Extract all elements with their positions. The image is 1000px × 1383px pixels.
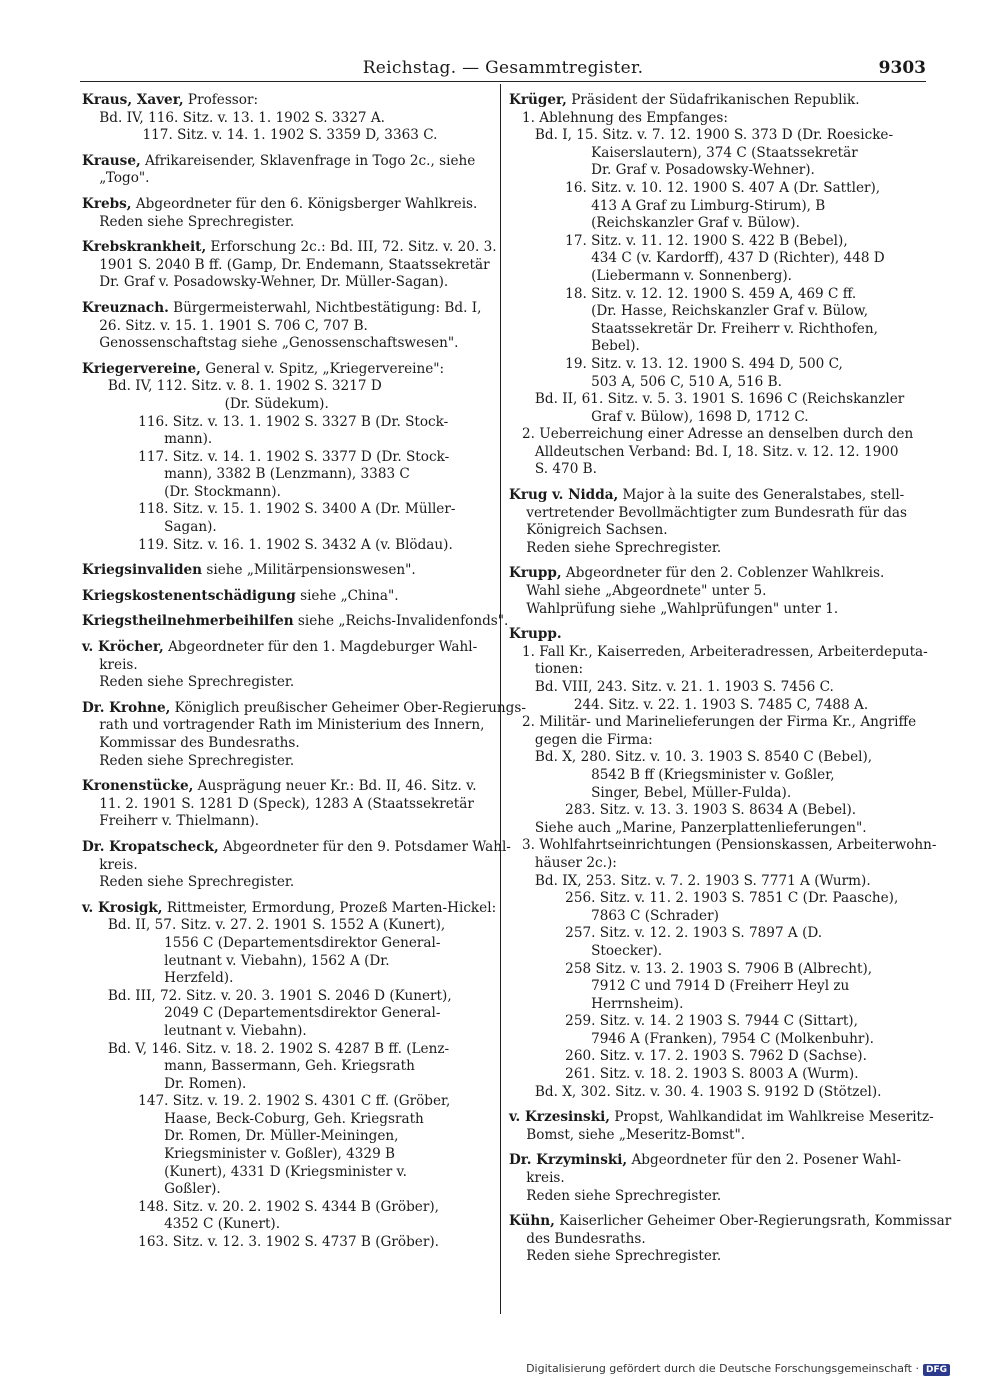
entry-heading: Krebskrankheit, [82, 239, 207, 256]
entry-line: v. Kröcher, Abgeordneter für den 1. Magdeburger Wahl- [82, 639, 478, 656]
running-title: Reichstag. — Gesammtregister. [362, 58, 644, 78]
entry-line: Reden siehe Sprechregister. [509, 1248, 722, 1265]
entry-line: Kaiserslautern), 374 C (Staatssekretär [509, 144, 858, 161]
entry-heading: Krupp. [509, 626, 562, 643]
entry-line: Reden siehe Sprechregister. [82, 213, 295, 230]
entry-line: Freiherr v. Thielmann). [82, 813, 260, 830]
entry-line [509, 626, 923, 644]
entry-heading: Kriegsinvaliden [82, 562, 203, 579]
entry-line: Krug v. Nidda, Major à la suite des Generalstabes, stell- [509, 487, 905, 504]
entry-line: Herrnsheim). [509, 995, 684, 1012]
entry-heading: Kriegskostenentschädigung [82, 587, 296, 604]
entry-line: 244. Sitz. v. 22. 1. 1903 S. 7485 C, 7488 A. [509, 696, 869, 713]
entry-line: Wahl siehe „Abgeordnete" unter 5. [509, 583, 767, 600]
entry-line: kreis. [82, 856, 138, 873]
register-entry [82, 588, 488, 606]
entry-line: 26. Sitz. v. 15. 1. 1901 S. 706 C, 707 B. [82, 317, 368, 334]
entry-line: Krebs, Abgeordneter für den 6. Königsberger Wahlkreis. [82, 195, 478, 212]
page-header [80, 58, 926, 80]
entry-line: Bd. VIII, 243. Sitz. v. 21. 1. 1903 S. 7456 C. [509, 679, 834, 695]
register-entry [82, 153, 488, 188]
register-entry [82, 639, 488, 692]
entry-line: Reden siehe Sprechregister. [82, 874, 295, 891]
entry-heading: Kraus, Xaver, [82, 92, 184, 108]
entry-heading: Kreuznach. [82, 299, 169, 316]
register-entry [509, 626, 937, 1101]
entry-line: Bd. I, 15. Sitz. v. 7. 12. 1900 S. 373 D (Dr. Roesicke- [509, 127, 894, 144]
entry-line: (Dr. Hasse, Reichskanzler Graf v. Bülow, [509, 303, 869, 320]
register-entry [82, 361, 488, 555]
entry-line: Kronenstücke, Ausprägung neuer Kr.: Bd. II, 46. Sitz. v. [82, 778, 477, 795]
register-entry [82, 239, 497, 292]
entry-heading: Kriegstheilnehmerbeihilfen [82, 613, 294, 630]
entry-line: 18. Sitz. v. 12. 12. 1900 S. 459 A, 469 C ff. [509, 285, 857, 302]
entry-line: 3. Wohlfahrtseinrichtungen (Pensionskassen, Arbeiterwohn- [509, 837, 937, 854]
register-entry [82, 699, 526, 770]
register-entry [509, 565, 923, 618]
left-column [82, 92, 526, 1260]
entry-heading: Kühn, [509, 1213, 555, 1230]
entry-line: Bebel). [509, 338, 640, 355]
entry-line: 148. Sitz. v. 20. 2. 1902 S. 4344 B (Gröber), [82, 1198, 439, 1215]
entry-line: Dr. Romen, Dr. Müller-Meiningen, [82, 1128, 399, 1145]
register-entry [509, 1213, 952, 1266]
entry-line: 413 A Graf zu Limburg-Stirum), B [509, 197, 826, 214]
entry-line: 7946 A (Franken), 7954 C (Molkenbuhr). [509, 1030, 874, 1047]
entry-line: Kommissar des Bundesraths. [82, 735, 300, 751]
entry-line: mann, Bassermann, Geh. Kriegsrath [82, 1058, 415, 1075]
register-entry [82, 300, 488, 353]
entry-line: Wahlprüfung siehe „Wahlprüfungen" unter 1. [509, 600, 839, 617]
entry-line: Krupp, Abgeordneter für den 2. Coblenzer Wahlkreis. [509, 565, 885, 582]
page-number: 9303 [878, 58, 926, 78]
entry-line: 119. Sitz. v. 16. 1. 1902 S. 3432 A (v. Blödau). [82, 536, 453, 553]
register-entry [82, 562, 488, 580]
entry-line: Dr. Graf v. Posadowsky-Wehner). [509, 162, 815, 179]
entry-heading: Krause, [82, 152, 141, 169]
entry-line: mann). [82, 431, 213, 448]
entry-heading: v. Krzesinski, [509, 1109, 611, 1126]
entry-heading: v. Krosigk, [82, 899, 163, 916]
entry-line: Reden siehe Sprechregister. [82, 674, 295, 691]
register-entry [82, 92, 488, 145]
entry-heading: Kriegervereine, [82, 360, 201, 377]
entry-line: 8542 B ff (Kriegsminister v. Goßler, [509, 766, 835, 783]
entry-line: 7912 C und 7914 D (Freiherr Heyl zu [509, 978, 850, 995]
entry-heading: Kronenstücke, [82, 778, 194, 795]
entry-line: 434 C (v. Kardorff), 437 D (Richter), 448 D [509, 250, 885, 267]
entry-line: Dr. Romen). [82, 1075, 247, 1092]
entry-line: 16. Sitz. v. 10. 12. 1900 S. 407 A (Dr. Sattler), [509, 179, 881, 196]
entry-line: 261. Sitz. v. 18. 2. 1903 S. 8003 A (Wurm). [509, 1066, 859, 1083]
entry-line: Kreuznach. Bürgermeisterwahl, Nichtbestätigung: Bd. I, [82, 299, 482, 316]
entry-line: Reden siehe Sprechregister. [509, 539, 722, 556]
entry-line: Kraus, Xaver, Professor: [82, 92, 259, 108]
entry-line: 2. Ueberreichung einer Adresse an denselben durch den [509, 426, 914, 443]
entry-line: 17. Sitz. v. 11. 12. 1900 S. 422 B (Bebel), [509, 232, 848, 249]
entry-heading: Krüger, [509, 92, 567, 108]
entry-line: 2049 C (Departementsdirektor General- [82, 1005, 441, 1022]
entry-heading: Dr. Krohne, [82, 699, 171, 716]
entry-line: 1556 C (Departementsdirektor General- [82, 934, 441, 951]
footer-text: Digitalisierung gefördert durch die Deutsche Forschungsgemeinschaft · [526, 1362, 919, 1375]
entry-line: rath und vortragender Rath im Ministerium des Innern, [82, 717, 485, 734]
entry-line: Dr. Graf v. Posadowsky-Wehner, Dr. Müller-Sagan). [82, 274, 449, 291]
entry-line: Herzfeld). [82, 970, 234, 987]
register-entry [82, 613, 509, 631]
entry-line: Genossenschaftstag siehe „Genossenschaftswesen". [82, 335, 459, 352]
entry-line: Bd. V, 146. Sitz. v. 18. 2. 1902 S. 4287 B ff. (Lenz- [82, 1040, 450, 1057]
entry-line: 19. Sitz. v. 13. 12. 1900 S. 494 D, 500 C, [509, 355, 843, 372]
entry-line: 2. Militär- und Marinelieferungen der Firma Kr., Angriffe [509, 714, 917, 731]
entry-line: (Dr. Stockmann). [82, 483, 281, 500]
entry-line: Alldeutschen Verband: Bd. I, 18. Sitz. v. 12. 12. 1900 [509, 443, 899, 460]
entry-line: 4352 C (Kunert). [82, 1216, 281, 1233]
entry-line: Reden siehe Sprechregister. [509, 1187, 722, 1204]
register-entry [82, 899, 497, 1252]
entry-line: Kriegsminister v. Goßler), 4329 B [82, 1146, 396, 1163]
entry-line: 1. Ablehnung des Empfanges: [509, 109, 728, 126]
entry-heading: Krupp, [509, 565, 562, 582]
entry-line: S. 470 B. [509, 461, 597, 478]
entry-line: 256. Sitz. v. 11. 2. 1903 S. 7851 C (Dr. Paasche), [509, 890, 899, 907]
entry-line: v. Krosigk, Rittmeister, Ermordung, Prozeß Marten-Hickel: [82, 899, 497, 916]
entry-line: kreis. [82, 656, 138, 673]
entry-line: Stoecker). [509, 942, 663, 959]
entry-line: „Togo". [82, 170, 150, 187]
entry-line: Singer, Bebel, Müller-Fulda). [509, 784, 792, 801]
entry-line: Bd. X, 302. Sitz. v. 30. 4. 1903 S. 9192 D (Stötzel). [509, 1083, 882, 1100]
entry-line: 259. Sitz. v. 14. 2 1903 S. 7944 C (Sittart), [509, 1013, 858, 1030]
entry-line: 1901 S. 2040 B ff. (Gamp, Dr. Endemann, Staatssekretär [82, 256, 490, 273]
entry-line: Bd. IX, 253. Sitz. v. 7. 2. 1903 S. 7771 A (Wurm). [509, 872, 871, 889]
entry-line: Krüger, Präsident der Südafrikanischen Republik. [509, 92, 860, 108]
register-entry [509, 487, 923, 557]
entry-line: Bd. X, 280. Sitz. v. 10. 3. 1903 S. 8540 C (Bebel), [509, 749, 873, 766]
entry-line: Bd. III, 72. Sitz. v. 20. 3. 1901 S. 2046 D (Kunert), [82, 987, 452, 1004]
entry-line: Sagan). [82, 519, 217, 536]
register-entry [82, 196, 488, 231]
entry-line: (Kunert), 4331 D (Kriegsminister v. [82, 1163, 407, 1180]
entry-line: kreis. [509, 1170, 565, 1187]
register-entry [82, 778, 488, 831]
entry-line: Staatssekretär Dr. Freiherr v. Richthofen, [509, 320, 878, 337]
entry-heading: Krug v. Nidda, [509, 487, 619, 504]
entry-line: 11. 2. 1901 S. 1281 D (Speck), 1283 A (Staatssekretär [82, 795, 474, 812]
entry-line: (Reichskanzler Graf v. Bülow). [509, 215, 800, 232]
footer [526, 1362, 950, 1376]
entry-line: gegen die Firma: [509, 731, 653, 748]
entry-line: Goßler). [82, 1181, 221, 1198]
entry-line: Bd. IV, 116. Sitz. v. 13. 1. 1902 S. 3327 A. [82, 109, 385, 126]
entry-line: Bd. II, 61. Sitz. v. 5. 3. 1901 S. 1696 C (Reichskanzler [509, 391, 905, 408]
entry-line: 260. Sitz. v. 17. 2. 1903 S. 7962 D (Sachse). [509, 1048, 867, 1065]
entry-line: Reden siehe Sprechregister. [82, 752, 295, 769]
entry-line: Krause, Afrikareisender, Sklavenfrage in Togo 2c., siehe [82, 152, 476, 169]
entry-line: Dr. Krzyminski, Abgeordneter für den 2. Posener Wahl- [509, 1152, 901, 1169]
entry-line: häuser 2c.): [509, 854, 617, 871]
entry-line: 7863 C (Schrader) [509, 907, 719, 924]
entry-line: Dr. Krohne, Königlich preußischer Geheimer Ober-Regierungs- [82, 699, 526, 716]
entry-line: Graf v. Bülow), 1698 D, 1712 C. [509, 408, 809, 425]
entry-line: 258 Sitz. v. 13. 2. 1903 S. 7906 B (Albrecht), [509, 960, 873, 977]
entry-heading: v. Kröcher, [82, 639, 164, 656]
entry-line: vertretender Bevollmächtigter zum Bundesrath für das [509, 504, 908, 521]
entry-line: Kriegskostenentschädigung siehe „China". [82, 587, 399, 604]
entry-line: 503 A, 506 C, 510 A, 516 B. [509, 373, 782, 390]
entry-line: leutnant v. Viebahn), 1562 A (Dr. [82, 952, 390, 969]
header-rule [80, 81, 926, 82]
entry-line: Krebskrankheit, Erforschung 2c.: Bd. III, 72. Sitz. v. 20. 3. [82, 239, 497, 256]
register-entry [82, 838, 511, 892]
entry-line: leutnant v. Viebahn). [82, 1022, 307, 1039]
entry-line: (Dr. Südekum). [82, 395, 329, 412]
entry-line: Bomst, siehe „Meseritz-Bomst". [509, 1126, 746, 1143]
entry-heading: Dr. Krzyminski, [509, 1152, 628, 1169]
entry-line: Kühn, Kaiserlicher Geheimer Ober-Regierungsrath, Kommissar [509, 1213, 952, 1230]
entry-line: 1. Fall Kr., Kaiserreden, Arbeiteradressen, Arbeiterdeputa- [509, 643, 928, 660]
register-entry [509, 1109, 934, 1144]
entry-line: (Liebermann v. Sonnenberg). [509, 267, 792, 284]
entry-line: 163. Sitz. v. 12. 3. 1902 S. 4737 B (Gröber). [82, 1234, 439, 1251]
entry-heading: Dr. Kropatscheck, [82, 838, 219, 855]
register-entry [509, 92, 923, 479]
entry-line: des Bundesraths. [509, 1230, 646, 1247]
entry-line: 118. Sitz. v. 15. 1. 1902 S. 3400 A (Dr. Müller- [82, 501, 456, 518]
entry-line: Bd. IV, 112. Sitz. v. 8. 1. 1902 S. 3217 D [82, 378, 382, 395]
dfg-logo: DFG [923, 1364, 950, 1376]
entry-line: Haase, Beck-Coburg, Geh. Kriegsrath [82, 1110, 424, 1127]
entry-line: Dr. Kropatscheck, Abgeordneter für den 9. Potsdamer Wahl- [82, 838, 511, 855]
right-column [509, 92, 952, 1274]
entry-line: tionen: [509, 661, 584, 678]
entry-line: Kriegsinvaliden siehe „Militärpensionswesen". [82, 562, 416, 579]
entry-line: v. Krzesinski, Propst, Wahlkandidat im Wahlkreise Meseritz- [509, 1109, 934, 1126]
entry-line: mann), 3382 B (Lenzmann), 3383 C [82, 466, 410, 483]
entry-line: Kriegstheilnehmerbeihilfen siehe „Reichs-Invalidenfonds". [82, 613, 509, 630]
entry-line: 117. Sitz. v. 14. 1. 1902 S. 3377 D (Dr. Stock- [82, 448, 450, 465]
entry-heading: Krebs, [82, 195, 132, 212]
entry-line: 147. Sitz. v. 19. 2. 1902 S. 4301 C ff. (Gröber, [82, 1093, 451, 1110]
entry-line: 117. Sitz. v. 14. 1. 1902 S. 3359 D, 3363 C. [82, 127, 438, 144]
entry-line: 283. Sitz. v. 13. 3. 1903 S. 8634 A (Bebel). [509, 802, 857, 819]
entry-line: Königreich Sachsen. [509, 522, 668, 539]
entry-line: Kriegervereine, General v. Spitz, „Kriegervereine": [82, 360, 445, 377]
entry-line: 257. Sitz. v. 12. 2. 1903 S. 7897 A (D. [509, 925, 823, 942]
register-entry [509, 1152, 923, 1205]
entry-line: Bd. II, 57. Sitz. v. 27. 2. 1901 S. 1552 A (Kunert), [82, 917, 446, 934]
entry-line: 116. Sitz. v. 13. 1. 1902 S. 3327 B (Dr. Stock- [82, 413, 449, 430]
entry-line: Siehe auch „Marine, Panzerplattenlieferungen". [509, 819, 867, 836]
